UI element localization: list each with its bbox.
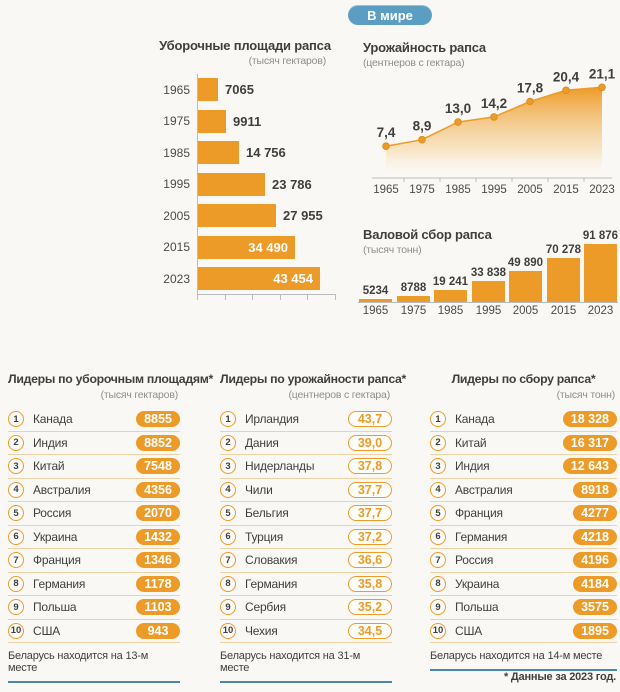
hbar [198, 236, 295, 259]
yield-value-label: 7,4 [376, 125, 396, 141]
leader-row [8, 479, 180, 503]
value-pill: 4277 [573, 505, 617, 521]
hbar-value-label: 43 454 [273, 271, 313, 287]
country-label: Чили [245, 482, 273, 497]
vbar-year-label: 1965 [362, 305, 389, 317]
value-pill: 37,7 [348, 482, 392, 498]
vbar-value-label: 33 838 [470, 267, 507, 279]
yield-value-label: 21,1 [588, 66, 616, 82]
hbar-value-label: 23 786 [272, 176, 312, 192]
leader-row [220, 596, 392, 620]
vbar-value-label: 8788 [400, 282, 427, 294]
value-pill: 7548 [136, 458, 180, 474]
table-unit: (центнеров с гектара) [288, 389, 390, 401]
vbar [472, 281, 505, 302]
yield-value-label: 8,9 [412, 118, 432, 134]
yield-point [383, 143, 390, 150]
value-pill: 3575 [573, 599, 617, 615]
leader-row [430, 526, 617, 550]
leader-row [430, 596, 617, 620]
rank-badge: 9 [8, 599, 24, 615]
yield-point [527, 98, 534, 105]
country-label: Россия [33, 506, 72, 521]
rank-badge: 6 [220, 529, 236, 545]
value-pill: 4196 [573, 552, 617, 568]
belarus-rank-note: Беларусь находится на 13-м месте [8, 650, 180, 683]
rank-badge: 2 [220, 435, 236, 451]
rank-badge: 1 [220, 411, 236, 427]
rank-badge: 10 [220, 623, 236, 639]
country-label: Ирландия [245, 412, 299, 427]
leader-row [430, 573, 617, 597]
yield-value-label: 14,2 [480, 95, 508, 111]
hbar [198, 110, 226, 133]
rank-badge: 6 [8, 529, 24, 545]
yield-year-label: 1965 [373, 184, 399, 196]
value-pill: 1895 [573, 623, 617, 639]
leader-row [430, 408, 617, 432]
country-label: Бельгия [245, 506, 289, 521]
yield-value-label: 17,8 [516, 80, 544, 96]
yield-chart-unit: (центнеров с гектара) [363, 57, 465, 69]
table-body [430, 408, 617, 643]
axis-tick [280, 295, 281, 300]
vbar [547, 258, 580, 302]
yield-year-label: 1985 [445, 184, 471, 196]
rank-badge: 3 [430, 458, 446, 474]
leader-row [430, 549, 617, 573]
gross-harvest-x-axis [358, 302, 618, 303]
table-body [220, 408, 392, 643]
rank-badge: 4 [430, 482, 446, 498]
vbar-value-label: 49 890 [507, 257, 544, 269]
country-label: Польша [33, 600, 77, 615]
value-pill: 2070 [136, 505, 180, 521]
hbar [198, 173, 265, 196]
country-label: США [455, 623, 483, 638]
country-label: Польша [455, 600, 499, 615]
axis-tick [252, 295, 253, 300]
axis-tick [335, 295, 336, 300]
yield-chart-title: Урожайность рапса [363, 40, 486, 55]
hbar-year-label: 2015 [163, 240, 190, 255]
vbar-year-label: 1975 [400, 305, 427, 317]
yield-point [455, 119, 462, 126]
leader-row [8, 455, 180, 479]
hbar-value-label: 7065 [225, 82, 254, 98]
belarus-rank-note: Беларусь находится на 31-м месте [220, 650, 392, 683]
table-body [8, 408, 180, 643]
country-label: Украина [33, 529, 78, 544]
rank-badge: 4 [220, 482, 236, 498]
value-pill: 43,7 [348, 411, 392, 427]
country-label: Россия [455, 553, 494, 568]
hbar [198, 78, 218, 101]
rank-badge: 3 [220, 458, 236, 474]
hbar [198, 204, 276, 227]
vbar [584, 244, 617, 302]
country-label: Франция [455, 506, 503, 521]
value-pill: 12 643 [563, 458, 617, 474]
value-pill: 37,7 [348, 505, 392, 521]
yield-point [599, 84, 606, 91]
yield-point [419, 136, 426, 143]
rank-badge: 4 [8, 482, 24, 498]
leader-row [430, 432, 617, 456]
vbar [509, 271, 542, 302]
leader-row [220, 573, 392, 597]
leader-row [220, 479, 392, 503]
country-label: Нидерланды [245, 459, 315, 474]
hbar-year-label: 1965 [163, 82, 190, 97]
hbar-year-label: 1985 [163, 145, 190, 160]
leader-row [220, 455, 392, 479]
leader-row [220, 432, 392, 456]
leader-row [8, 502, 180, 526]
yield-point [491, 114, 498, 121]
value-pill: 8852 [136, 435, 180, 451]
value-pill: 37,8 [348, 458, 392, 474]
value-pill: 1432 [136, 529, 180, 545]
hbar-year-label: 2023 [163, 271, 190, 286]
gross-harvest-chart-unit: (тысяч тонн) [363, 244, 422, 256]
value-pill: 943 [136, 623, 180, 639]
yield-year-label: 2023 [589, 184, 615, 196]
rank-badge: 10 [430, 623, 446, 639]
leader-row [220, 502, 392, 526]
yield-point [563, 87, 570, 94]
table-title: Лидеры по урожайности рапса* [220, 372, 407, 386]
table-title: Лидеры по сбору рапса* [451, 372, 596, 386]
value-pill: 8918 [573, 482, 617, 498]
rank-badge: 1 [8, 411, 24, 427]
hbar-value-label: 9911 [233, 113, 262, 129]
rank-badge: 9 [220, 599, 236, 615]
hbar-year-label: 2005 [163, 208, 190, 223]
table-unit: (тысяч тонн) [556, 389, 615, 401]
table-unit: (тысяч гектаров) [100, 389, 178, 401]
rank-badge: 5 [8, 505, 24, 521]
value-pill: 4356 [136, 482, 180, 498]
country-label: Австралия [455, 482, 513, 497]
country-label: Германия [33, 576, 86, 591]
vbar-year-label: 2023 [587, 305, 614, 317]
value-pill: 36,6 [348, 552, 392, 568]
country-label: Канада [455, 412, 495, 427]
hbar [198, 267, 320, 290]
rank-badge: 9 [430, 599, 446, 615]
country-label: Индия [455, 459, 490, 474]
vbar-value-label: 5234 [362, 285, 389, 297]
yield-year-label: 2005 [517, 184, 543, 196]
vbar-year-label: 1995 [475, 305, 502, 317]
rank-badge: 8 [220, 576, 236, 592]
country-label: Турция [245, 529, 284, 544]
rank-badge: 6 [430, 529, 446, 545]
leaders-yield-table [220, 372, 407, 683]
harvested-areas-x-axis [197, 294, 336, 301]
value-pill: 8855 [136, 411, 180, 427]
vbar-year-label: 2015 [550, 305, 577, 317]
hbar-value-label: 27 955 [283, 208, 323, 224]
rank-badge: 3 [8, 458, 24, 474]
value-pill: 4218 [573, 529, 617, 545]
country-label: Франция [33, 553, 81, 568]
leader-row [220, 526, 392, 550]
leader-row [430, 502, 617, 526]
rank-badge: 5 [220, 505, 236, 521]
axis-tick [197, 295, 198, 300]
country-label: Австралия [33, 482, 91, 497]
belarus-rank-note: Беларусь находится на 14-м месте [430, 650, 617, 671]
hbar-value-label: 34 490 [248, 239, 288, 255]
value-pill: 37,2 [348, 529, 392, 545]
data-year-footnote: * Данные за 2023 год. [503, 671, 616, 683]
country-label: Чехия [245, 623, 278, 638]
leader-row [220, 620, 392, 644]
rank-badge: 7 [8, 552, 24, 568]
country-label: Индия [33, 435, 68, 450]
yield-year-label: 2015 [553, 184, 579, 196]
rank-badge: 2 [430, 435, 446, 451]
vbar-year-label: 1985 [437, 305, 464, 317]
leader-row [8, 596, 180, 620]
country-label: Канада [33, 412, 73, 427]
vbar-value-label: 91 876 [582, 230, 619, 242]
country-label: Дания [245, 435, 279, 450]
harvested-areas-chart-title: Уборочные площади рапса [159, 38, 331, 53]
country-label: Китай [33, 459, 65, 474]
country-label: Германия [455, 529, 508, 544]
hbar [198, 141, 239, 164]
leader-row [8, 549, 180, 573]
value-pill: 16 317 [563, 435, 617, 451]
country-label: Словакия [245, 553, 298, 568]
value-pill: 1346 [136, 552, 180, 568]
yield-area-chart [356, 66, 616, 198]
value-pill: 39,0 [348, 435, 392, 451]
country-label: Китай [455, 435, 487, 450]
rank-badge: 1 [430, 411, 446, 427]
gross-harvest-year-labels [359, 305, 617, 319]
rank-badge: 10 [8, 623, 24, 639]
value-pill: 4184 [573, 576, 617, 592]
rank-badge: 5 [430, 505, 446, 521]
vbar-value-label: 19 241 [432, 276, 469, 288]
value-pill: 35,8 [348, 576, 392, 592]
leaders-areas-table [8, 372, 213, 683]
yield-year-label: 1995 [481, 184, 507, 196]
yield-year-label: 1975 [409, 184, 435, 196]
leader-row [8, 432, 180, 456]
leader-row [430, 479, 617, 503]
rank-badge: 7 [220, 552, 236, 568]
leader-row [430, 620, 617, 644]
vbar [434, 290, 467, 302]
table-title: Лидеры по уборочным площадям* [8, 372, 213, 386]
hbar-year-label: 1995 [163, 177, 190, 192]
gross-harvest-chart-title: Валовой сбор рапса [363, 227, 492, 242]
rank-badge: 2 [8, 435, 24, 451]
axis-tick [225, 295, 226, 300]
vbar-value-label: 70 278 [545, 244, 582, 256]
value-pill: 34,5 [348, 623, 392, 639]
yield-value-label: 13,0 [444, 101, 472, 117]
leader-row [430, 455, 617, 479]
value-pill: 18 328 [563, 411, 617, 427]
value-pill: 1103 [136, 599, 180, 615]
leaders-gross-table [430, 372, 617, 671]
rank-badge: 7 [430, 552, 446, 568]
axis-tick [307, 295, 308, 300]
leader-row [220, 408, 392, 432]
leader-row [8, 526, 180, 550]
yield-value-label: 20,4 [552, 69, 580, 85]
country-label: США [33, 623, 61, 638]
hbar-value-label: 14 756 [246, 145, 286, 161]
value-pill: 35,2 [348, 599, 392, 615]
rank-badge: 8 [8, 576, 24, 592]
country-label: Украина [455, 576, 500, 591]
leader-row [8, 620, 180, 644]
harvested-areas-chart-unit: (тысяч гектаров) [248, 55, 326, 67]
leader-row [220, 549, 392, 573]
country-label: Германия [245, 576, 298, 591]
region-tab-world[interactable]: В мире [348, 5, 432, 25]
country-label: Сербия [245, 600, 286, 615]
leader-row [8, 408, 180, 432]
value-pill: 1178 [136, 576, 180, 592]
leader-row [8, 573, 180, 597]
rank-badge: 8 [430, 576, 446, 592]
vbar-year-label: 2005 [512, 305, 539, 317]
hbar-year-label: 1975 [163, 114, 190, 129]
